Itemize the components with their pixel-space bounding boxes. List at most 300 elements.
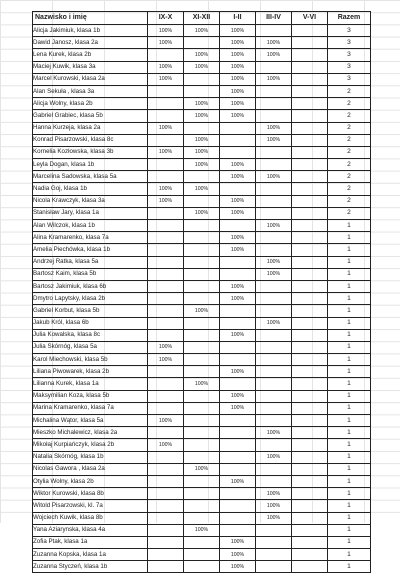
- table-row: [33, 207, 371, 219]
- period-score-cell: [184, 439, 220, 451]
- table-row: [33, 463, 371, 475]
- total-cell: 1: [328, 244, 371, 256]
- period-score-cell: [292, 244, 328, 256]
- period-score-cell: [292, 256, 328, 268]
- period-score-cell: [256, 536, 292, 548]
- table-row: [33, 195, 371, 207]
- period-score-cell: 100%: [220, 195, 256, 207]
- period-score-cell: [256, 61, 292, 73]
- period-score-cell: 100%: [220, 85, 256, 97]
- period-score-cell: [292, 463, 328, 475]
- table-row: [33, 512, 371, 524]
- period-score-cell: [292, 366, 328, 378]
- total-cell: 1: [328, 390, 371, 402]
- total-cell: 1: [328, 488, 371, 500]
- period-score-cell: 100%: [256, 317, 292, 329]
- period-score-cell: [256, 475, 292, 487]
- total-cell: 1: [328, 317, 371, 329]
- student-name-cell: Alina Kramarenko, klasa 7a: [33, 232, 148, 244]
- period-score-cell: [256, 146, 292, 158]
- student-name-cell: Bartosz Jakimiuk, klasa 6b: [33, 280, 148, 292]
- period-score-cell: 100%: [220, 475, 256, 487]
- period-score-cell: [184, 244, 220, 256]
- student-name-cell: Marcel Kurowski, klasa 2a: [33, 73, 148, 85]
- period-score-cell: 100%: [148, 354, 184, 366]
- table-row: [33, 378, 371, 390]
- total-cell: 1: [328, 439, 371, 451]
- student-name-cell: Julia Skórnóg, klasa 5a: [33, 341, 148, 353]
- period-score-cell: [148, 207, 184, 219]
- period-score-cell: [220, 451, 256, 463]
- total-cell: 1: [328, 329, 371, 341]
- period-score-cell: 100%: [220, 390, 256, 402]
- period-score-cell: 100%: [184, 134, 220, 146]
- total-cell: 2: [328, 171, 371, 183]
- student-name-cell: Natalia Skórnóg, klasa 1b: [33, 451, 148, 463]
- period-score-cell: [184, 366, 220, 378]
- period-score-cell: [148, 232, 184, 244]
- period-score-cell: 100%: [184, 378, 220, 390]
- period-score-cell: [184, 268, 220, 280]
- total-cell: 3: [328, 73, 371, 85]
- period-score-cell: [184, 37, 220, 49]
- student-name-cell: Konrad Pisarzowski, klasa 8c: [33, 134, 148, 146]
- period-score-cell: [184, 171, 220, 183]
- total-cell: 1: [328, 500, 371, 512]
- table-row: [33, 232, 371, 244]
- student-name-cell: Stanisław Jary, klasa 1a: [33, 207, 148, 219]
- period-score-cell: 100%: [256, 171, 292, 183]
- period-score-cell: [220, 427, 256, 439]
- student-name-cell: Zuzanna Styczeń, klasa 1b: [33, 561, 148, 573]
- period-score-cell: 100%: [148, 146, 184, 158]
- student-name-cell: Nicola Krawczyk, klasa 3a: [33, 195, 148, 207]
- period-score-cell: [256, 341, 292, 353]
- student-name-cell: Lena Kurek, klasa 2b: [33, 49, 148, 61]
- period-score-cell: [292, 183, 328, 195]
- period-score-cell: [292, 549, 328, 561]
- period-score-cell: [148, 329, 184, 341]
- student-name-cell: Yana Aziarynska, klasa 4a: [33, 524, 148, 536]
- table-row: [33, 329, 371, 341]
- table-row: [33, 85, 371, 97]
- period-score-cell: [256, 183, 292, 195]
- period-score-cell: 100%: [256, 500, 292, 512]
- period-score-cell: 100%: [220, 244, 256, 256]
- total-cell: 1: [328, 220, 371, 232]
- period-score-cell: 100%: [256, 256, 292, 268]
- total-cell: 1: [328, 536, 371, 548]
- table-row: [33, 524, 371, 536]
- student-name-cell: Leyla Dogan, klasa 1b: [33, 159, 148, 171]
- period-score-cell: 100%: [256, 73, 292, 85]
- period-score-cell: [292, 268, 328, 280]
- total-cell: 1: [328, 354, 371, 366]
- period-score-cell: [292, 488, 328, 500]
- student-name-cell: Amelia Piechówka, klasa 1b: [33, 244, 148, 256]
- total-cell: 1: [328, 256, 371, 268]
- student-name-cell: Andrzej Ratka, klasa 5a: [33, 256, 148, 268]
- table-header: [33, 12, 371, 25]
- table-row: [33, 439, 371, 451]
- period-score-cell: [292, 159, 328, 171]
- period-score-cell: [220, 439, 256, 451]
- period-score-cell: [184, 475, 220, 487]
- table-row: [33, 220, 371, 232]
- period-score-cell: [184, 122, 220, 134]
- period-score-cell: [184, 390, 220, 402]
- period-score-cell: 100%: [148, 37, 184, 49]
- total-cell: 2: [328, 110, 371, 122]
- period-score-cell: [148, 536, 184, 548]
- table-row: [33, 427, 371, 439]
- period-score-cell: 100%: [148, 61, 184, 73]
- student-name-cell: Alan Wilczok, klasa 1b: [33, 220, 148, 232]
- period-score-cell: [256, 244, 292, 256]
- period-score-cell: [292, 341, 328, 353]
- period-score-cell: [292, 110, 328, 122]
- table-row: [33, 37, 371, 49]
- total-cell: 1: [328, 378, 371, 390]
- header-period-v-vi: V-VI: [292, 12, 328, 25]
- period-score-cell: [292, 171, 328, 183]
- period-score-cell: [292, 25, 328, 37]
- period-score-cell: [220, 488, 256, 500]
- period-score-cell: 100%: [256, 220, 292, 232]
- period-score-cell: 100%: [148, 341, 184, 353]
- period-score-cell: 100%: [256, 268, 292, 280]
- period-score-cell: [220, 134, 256, 146]
- header-name: Nazwisko i imię: [33, 12, 148, 25]
- period-score-cell: 100%: [220, 98, 256, 110]
- total-cell: 3: [328, 37, 371, 49]
- student-name-cell: Marcelina Sadowska, klasa 5a: [33, 171, 148, 183]
- total-cell: 1: [328, 268, 371, 280]
- period-score-cell: [184, 415, 220, 427]
- period-score-cell: [184, 220, 220, 232]
- total-cell: 2: [328, 183, 371, 195]
- period-score-cell: [220, 415, 256, 427]
- header-period-iii-iv: III-IV: [256, 12, 292, 25]
- period-score-cell: [292, 293, 328, 305]
- period-score-cell: [292, 536, 328, 548]
- period-score-cell: [292, 451, 328, 463]
- total-cell: 2: [328, 207, 371, 219]
- table-row: [33, 488, 371, 500]
- period-score-cell: [256, 280, 292, 292]
- period-score-cell: [148, 549, 184, 561]
- student-name-cell: Dawid Janosz, klasa 2a: [33, 37, 148, 49]
- period-score-cell: [292, 61, 328, 73]
- period-score-cell: 100%: [220, 49, 256, 61]
- period-score-cell: [292, 85, 328, 97]
- student-name-cell: Mieszko Michalewicz, klasa 2a: [33, 427, 148, 439]
- period-score-cell: 100%: [220, 402, 256, 414]
- period-score-cell: [184, 232, 220, 244]
- period-score-cell: 100%: [148, 73, 184, 85]
- period-score-cell: [292, 37, 328, 49]
- period-score-cell: [148, 159, 184, 171]
- period-score-cell: [220, 354, 256, 366]
- period-score-cell: 100%: [184, 183, 220, 195]
- period-score-cell: [256, 524, 292, 536]
- period-score-cell: 100%: [220, 159, 256, 171]
- table-row: [33, 317, 371, 329]
- period-score-cell: 100%: [256, 451, 292, 463]
- period-score-cell: 100%: [220, 536, 256, 548]
- period-score-cell: [256, 305, 292, 317]
- period-score-cell: 100%: [220, 110, 256, 122]
- table-row: [33, 390, 371, 402]
- table-row: [33, 110, 371, 122]
- period-score-cell: [220, 183, 256, 195]
- period-score-cell: [256, 85, 292, 97]
- period-score-cell: [184, 293, 220, 305]
- period-score-cell: 100%: [184, 98, 220, 110]
- period-score-cell: [220, 256, 256, 268]
- period-score-cell: [256, 378, 292, 390]
- table-row: [33, 49, 371, 61]
- period-score-cell: 100%: [220, 171, 256, 183]
- table-row: [33, 366, 371, 378]
- total-cell: 2: [328, 195, 371, 207]
- period-score-cell: [220, 220, 256, 232]
- header-period-i-ii: I-II: [220, 12, 256, 25]
- period-score-cell: [184, 256, 220, 268]
- period-score-cell: 100%: [220, 329, 256, 341]
- period-score-cell: [220, 305, 256, 317]
- table-row: [33, 415, 371, 427]
- period-score-cell: [256, 98, 292, 110]
- table-row: [33, 183, 371, 195]
- attendance-table: [32, 11, 371, 573]
- total-cell: 2: [328, 146, 371, 158]
- student-name-cell: Jakub Król, klasa 6b: [33, 317, 148, 329]
- period-score-cell: [292, 390, 328, 402]
- period-score-cell: 100%: [184, 49, 220, 61]
- total-cell: 2: [328, 159, 371, 171]
- student-name-cell: Nadia Goj, klasa 1b: [33, 183, 148, 195]
- period-score-cell: [292, 427, 328, 439]
- period-score-cell: [292, 329, 328, 341]
- total-cell: 3: [328, 25, 371, 37]
- period-score-cell: [256, 463, 292, 475]
- table-body: [33, 25, 371, 573]
- table-row: [33, 293, 371, 305]
- student-name-cell: Alicja Wolny, klasa 2b: [33, 98, 148, 110]
- table-row: [33, 244, 371, 256]
- period-score-cell: 100%: [256, 134, 292, 146]
- table-row: [33, 402, 371, 414]
- period-score-cell: [220, 463, 256, 475]
- period-score-cell: 100%: [220, 37, 256, 49]
- period-score-cell: [256, 25, 292, 37]
- total-cell: 1: [328, 512, 371, 524]
- period-score-cell: [148, 280, 184, 292]
- period-score-cell: 100%: [256, 427, 292, 439]
- period-score-cell: [256, 561, 292, 573]
- header-total: Razem: [328, 12, 371, 25]
- period-score-cell: [292, 500, 328, 512]
- period-score-cell: [220, 378, 256, 390]
- period-score-cell: 100%: [184, 463, 220, 475]
- period-score-cell: 100%: [148, 195, 184, 207]
- total-cell: 1: [328, 561, 371, 573]
- period-score-cell: [184, 195, 220, 207]
- period-score-cell: [148, 244, 184, 256]
- table-row: [33, 536, 371, 548]
- period-score-cell: [148, 561, 184, 573]
- period-score-cell: [292, 354, 328, 366]
- student-name-cell: Maksymilian Koza, klasa 5b: [33, 390, 148, 402]
- period-score-cell: [256, 415, 292, 427]
- period-score-cell: 100%: [220, 366, 256, 378]
- period-score-cell: [256, 390, 292, 402]
- period-score-cell: [292, 73, 328, 85]
- period-score-cell: [220, 500, 256, 512]
- period-score-cell: 100%: [148, 25, 184, 37]
- period-score-cell: [148, 256, 184, 268]
- student-name-cell: Lilianna Kurek, klasa 1a: [33, 378, 148, 390]
- period-score-cell: [148, 98, 184, 110]
- table-row: [33, 268, 371, 280]
- period-score-cell: 100%: [184, 146, 220, 158]
- period-score-cell: [148, 378, 184, 390]
- period-score-cell: 100%: [220, 293, 256, 305]
- student-name-cell: Witold Pisarzowski, kl. 7a: [33, 500, 148, 512]
- total-cell: 2: [328, 134, 371, 146]
- period-score-cell: [148, 500, 184, 512]
- student-name-cell: Alan Sekuła , klasa 3a: [33, 85, 148, 97]
- student-name-cell: Alicja Jakimiuk, klasa 1b: [33, 25, 148, 37]
- student-name-cell: Gabriel Korbut, klasa 5b: [33, 305, 148, 317]
- period-score-cell: [256, 159, 292, 171]
- period-score-cell: [292, 280, 328, 292]
- student-name-cell: Kornelia Kozłowska, klasa 3b: [33, 146, 148, 158]
- period-score-cell: [292, 122, 328, 134]
- period-score-cell: [220, 512, 256, 524]
- student-name-cell: Hanna Kurzeja, klasa 2a: [33, 122, 148, 134]
- total-cell: 1: [328, 402, 371, 414]
- total-cell: 1: [328, 293, 371, 305]
- period-score-cell: 100%: [148, 439, 184, 451]
- period-score-cell: [148, 366, 184, 378]
- period-score-cell: [184, 280, 220, 292]
- period-score-cell: [256, 293, 292, 305]
- total-cell: 1: [328, 549, 371, 561]
- period-score-cell: [148, 512, 184, 524]
- period-score-cell: [148, 220, 184, 232]
- period-score-cell: [148, 293, 184, 305]
- period-score-cell: [256, 110, 292, 122]
- period-score-cell: 100%: [184, 524, 220, 536]
- student-name-cell: Wojciech Kuwik, klasa 8b: [33, 512, 148, 524]
- period-score-cell: [148, 524, 184, 536]
- header-period-xi-xii: XI-XII: [184, 12, 220, 25]
- table-row: [33, 122, 371, 134]
- period-score-cell: [148, 268, 184, 280]
- period-score-cell: 100%: [148, 183, 184, 195]
- period-score-cell: [220, 122, 256, 134]
- total-cell: 1: [328, 475, 371, 487]
- total-cell: 1: [328, 366, 371, 378]
- period-score-cell: 100%: [220, 232, 256, 244]
- period-score-cell: [292, 475, 328, 487]
- table-row: [33, 305, 371, 317]
- period-score-cell: [292, 439, 328, 451]
- period-score-cell: [292, 305, 328, 317]
- student-name-cell: Mikołaj Kurpiańczyk, klasa 2b: [33, 439, 148, 451]
- period-score-cell: [292, 220, 328, 232]
- period-score-cell: [220, 317, 256, 329]
- period-score-cell: [292, 512, 328, 524]
- period-score-cell: [292, 317, 328, 329]
- period-score-cell: [148, 451, 184, 463]
- period-score-cell: [148, 317, 184, 329]
- student-name-cell: Maciej Kuwik, klasa 3a: [33, 61, 148, 73]
- period-score-cell: [148, 85, 184, 97]
- period-score-cell: [184, 536, 220, 548]
- student-name-cell: Zofia Ptak, klasa 1a: [33, 536, 148, 548]
- period-score-cell: [292, 207, 328, 219]
- period-score-cell: [184, 549, 220, 561]
- period-score-cell: 100%: [184, 207, 220, 219]
- period-score-cell: [256, 366, 292, 378]
- period-score-cell: [256, 402, 292, 414]
- period-score-cell: [256, 232, 292, 244]
- total-cell: 1: [328, 305, 371, 317]
- period-score-cell: [184, 427, 220, 439]
- table-row: [33, 500, 371, 512]
- table-row: [33, 61, 371, 73]
- period-score-cell: 100%: [148, 122, 184, 134]
- total-cell: 1: [328, 341, 371, 353]
- total-cell: 1: [328, 280, 371, 292]
- total-cell: 1: [328, 524, 371, 536]
- header-row: [33, 12, 371, 25]
- period-score-cell: [256, 354, 292, 366]
- period-score-cell: [184, 73, 220, 85]
- period-score-cell: 100%: [184, 25, 220, 37]
- period-score-cell: [292, 402, 328, 414]
- period-score-cell: [184, 341, 220, 353]
- period-score-cell: [220, 268, 256, 280]
- period-score-cell: 100%: [184, 61, 220, 73]
- period-score-cell: 100%: [220, 25, 256, 37]
- table-row: [33, 134, 371, 146]
- period-score-cell: [256, 439, 292, 451]
- period-score-cell: [220, 341, 256, 353]
- total-cell: 1: [328, 232, 371, 244]
- period-score-cell: 100%: [184, 159, 220, 171]
- period-score-cell: [148, 110, 184, 122]
- student-name-cell: Nicolas Gawora , klasa 2a: [33, 463, 148, 475]
- table-row: [33, 146, 371, 158]
- period-score-cell: [184, 451, 220, 463]
- total-cell: 1: [328, 427, 371, 439]
- total-cell: 2: [328, 85, 371, 97]
- period-score-cell: [184, 500, 220, 512]
- period-score-cell: 100%: [256, 122, 292, 134]
- period-score-cell: [256, 195, 292, 207]
- student-name-cell: Michalina Wątor, klasa 5a: [33, 415, 148, 427]
- period-score-cell: [256, 329, 292, 341]
- period-score-cell: [292, 232, 328, 244]
- period-score-cell: [184, 85, 220, 97]
- period-score-cell: [292, 98, 328, 110]
- table-row: [33, 256, 371, 268]
- student-name-cell: Otylia Wolny, klasa 2b: [33, 475, 148, 487]
